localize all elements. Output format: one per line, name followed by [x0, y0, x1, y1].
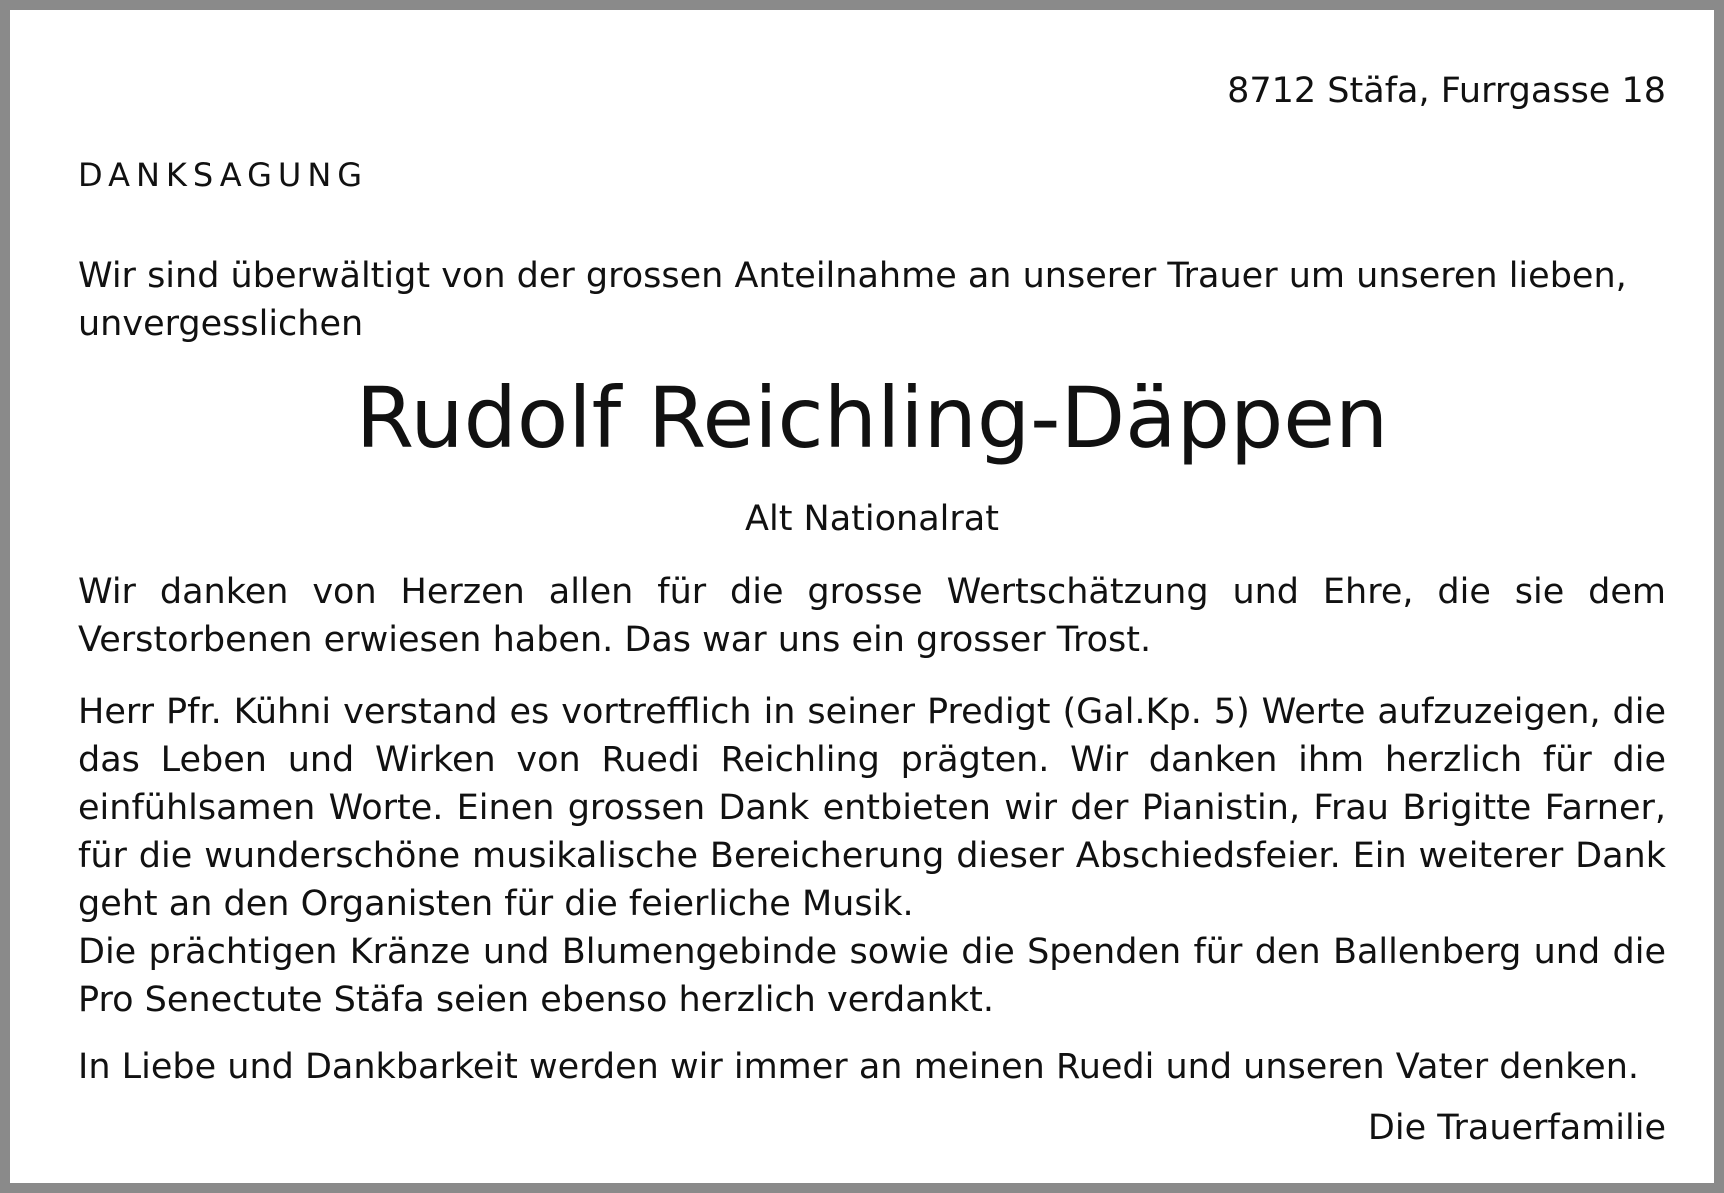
notice-heading: DANKSAGUNG [78, 156, 369, 194]
deceased-title: Alt Nationalrat [745, 499, 999, 539]
ceremony-paragraph: Herr Pfr. Kühni verstand es vortrefflich in seiner Predigt (Gal.Kp. 5) Werte aufzuzeigen, die das Leben und Wirken von Ruedi Reichling prägten. Wir danken ihm herzlich für die einfühlsamen Worte. Einen grossen Dank entbieten wir der Pianistin, Frau Brigitte Farner, für die wunderschöne musikalische Bereicherung dieser Abschiedsfeier. Ein weiterer Dank geht an den Organisten für die feierliche Musik. [78, 692, 1666, 924]
signature: Die Trauerfamilie [1367, 1108, 1666, 1148]
address: 8712 Stäfa, Furrgasse 18 [1227, 71, 1666, 111]
closing-paragraph: In Liebe und Dankbarkeit werden wir immer an meinen Ruedi und unseren Vater denken. [78, 1047, 1640, 1087]
donations-paragraph: Die prächtigen Kränze und Blumengebinde sowie die Spenden für den Ballenberg und die Pro Senectute Stäfa seien ebenso herzlich verdankt. [78, 932, 1666, 1020]
notice-sheet [78, 20, 1666, 1193]
intro-paragraph: Wir sind überwältigt von der grossen Anteilnahme an unserer Trauer um unseren lieben, unvergesslichen [78, 256, 1627, 344]
deceased-name: Rudolf Reichling-Däppen [355, 369, 1389, 467]
thanks-paragraph: Wir danken von Herzen allen für die grosse Wertschätzung und Ehre, die sie dem Verstorbenen erwiesen haben. Das war uns ein grosser Trost. [78, 572, 1666, 660]
